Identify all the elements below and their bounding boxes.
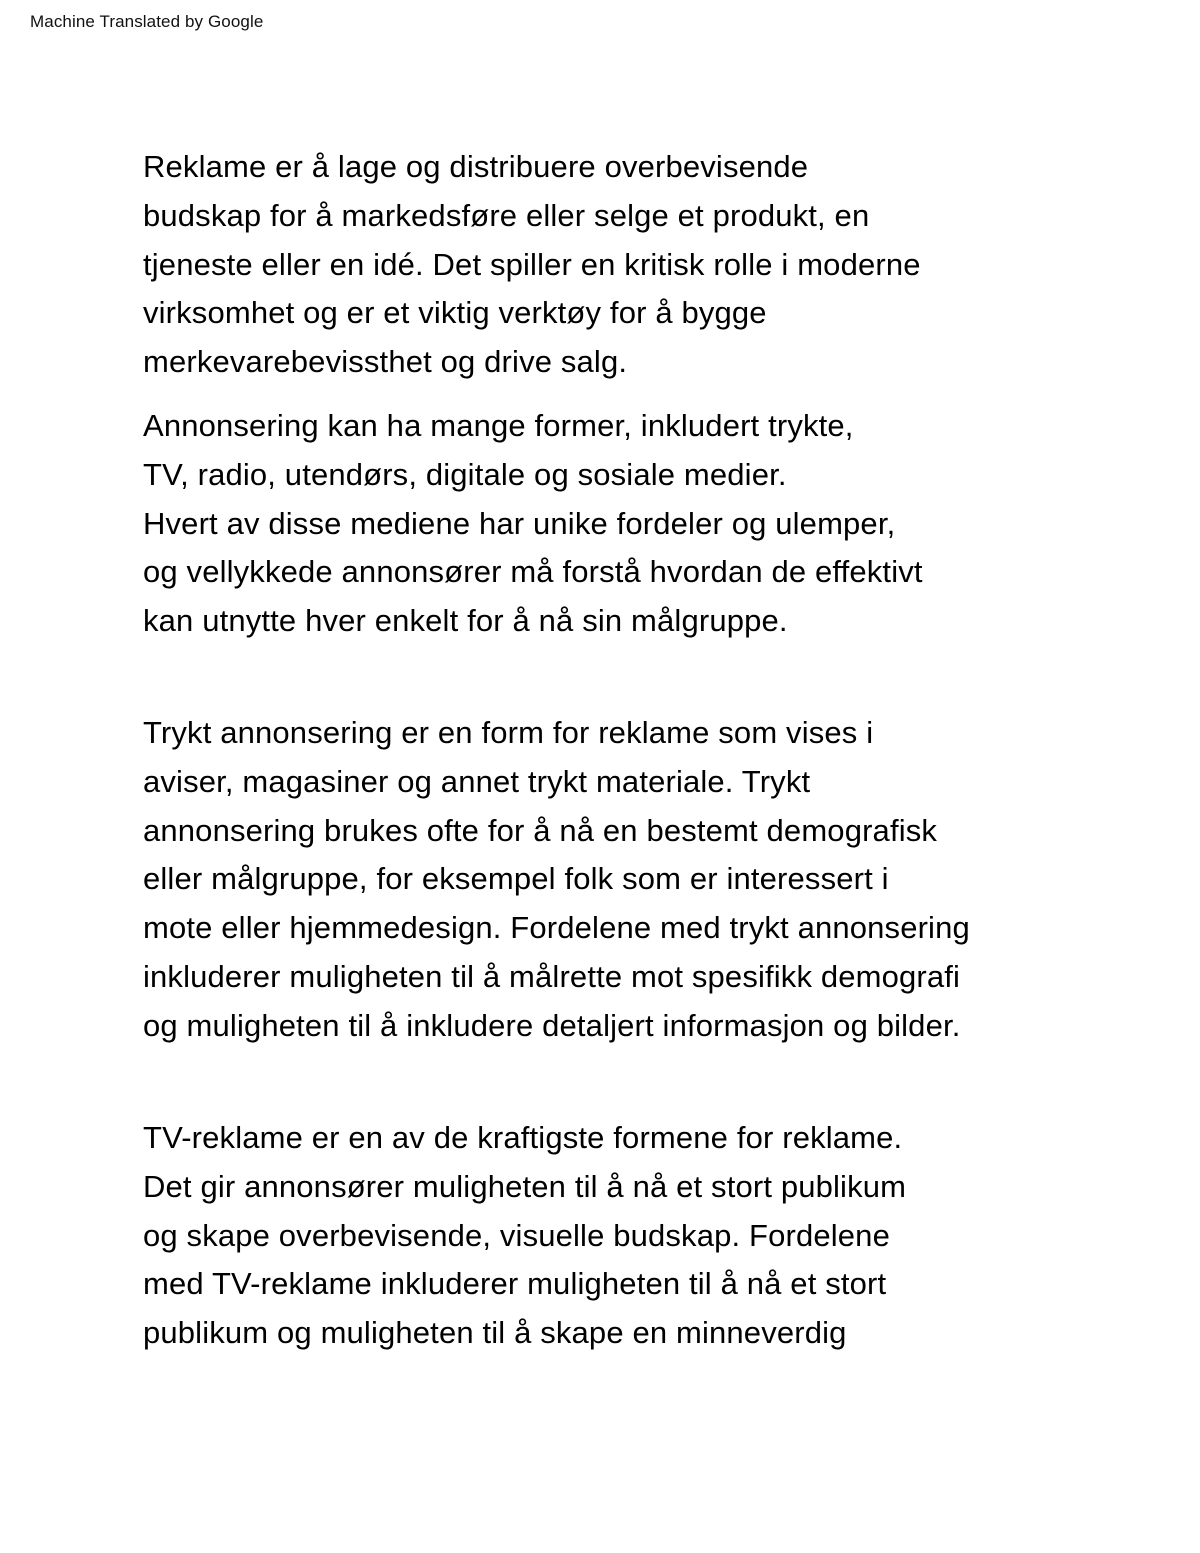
text-line: eller målgruppe, for eksempel folk som er interessert i: [143, 861, 889, 897]
text-line: budskap for å markedsføre eller selge et produkt, en: [143, 197, 870, 233]
paragraph-advertising-forms: [143, 402, 923, 646]
text-line: Reklame er å lage og distribuere overbevisende: [143, 149, 809, 184]
text-line: virksomhet og er et viktig verktøy for å bygge: [143, 295, 767, 331]
text-line: aviser, magasiner og annet trykt materiale. Trykt: [143, 763, 811, 799]
text-line: merkevarebevissthet og drive salg.: [143, 344, 628, 380]
text-line: kan utnytte hver enkelt for å nå sin målgruppe.: [143, 603, 788, 639]
text-line: annonsering brukes ofte for å nå en bestemt demografisk: [143, 812, 938, 848]
text-line: tjeneste eller en idé. Det spiller en kritisk rolle i moderne: [143, 246, 921, 282]
text-line: Hvert av disse mediene har unike fordeler og ulemper,: [143, 505, 896, 541]
text-line: med TV-reklame inkluderer muligheten til å nå et stort: [143, 1266, 887, 1302]
text-line: Det gir annonsører muligheten til å nå et stort publikum: [143, 1168, 907, 1204]
text-line: inkluderer muligheten til å målrette mot spesifikk demografi: [143, 958, 961, 994]
text-line: og vellykkede annonsører må forstå hvordan de effektivt: [143, 554, 923, 590]
text-line: mote eller hjemmedesign. Fordelene med trykt annonsering: [143, 910, 970, 946]
text-line: Annonsering kan ha mange former, inkludert trykte,: [143, 408, 854, 443]
paragraph-advertising-definition: [143, 143, 921, 387]
text-line: TV, radio, utendørs, digitale og sosiale medier.: [143, 456, 787, 492]
text-line: TV-reklame er en av de kraftigste formene for reklame.: [143, 1120, 903, 1155]
machine-translation-note: Machine Translated by Google: [30, 12, 264, 31]
text-line: Trykt annonsering er en form for reklame som vises i: [143, 715, 874, 750]
paragraph-tv-advertising: [143, 1114, 906, 1358]
paragraph-print-advertising: [143, 709, 970, 1051]
text-line: publikum og muligheten til å skape en minneverdig: [143, 1315, 847, 1351]
text-line: og muligheten til å inkludere detaljert informasjon og bilder.: [143, 1007, 961, 1043]
text-line: og skape overbevisende, visuelle budskap. Fordelene: [143, 1217, 890, 1253]
